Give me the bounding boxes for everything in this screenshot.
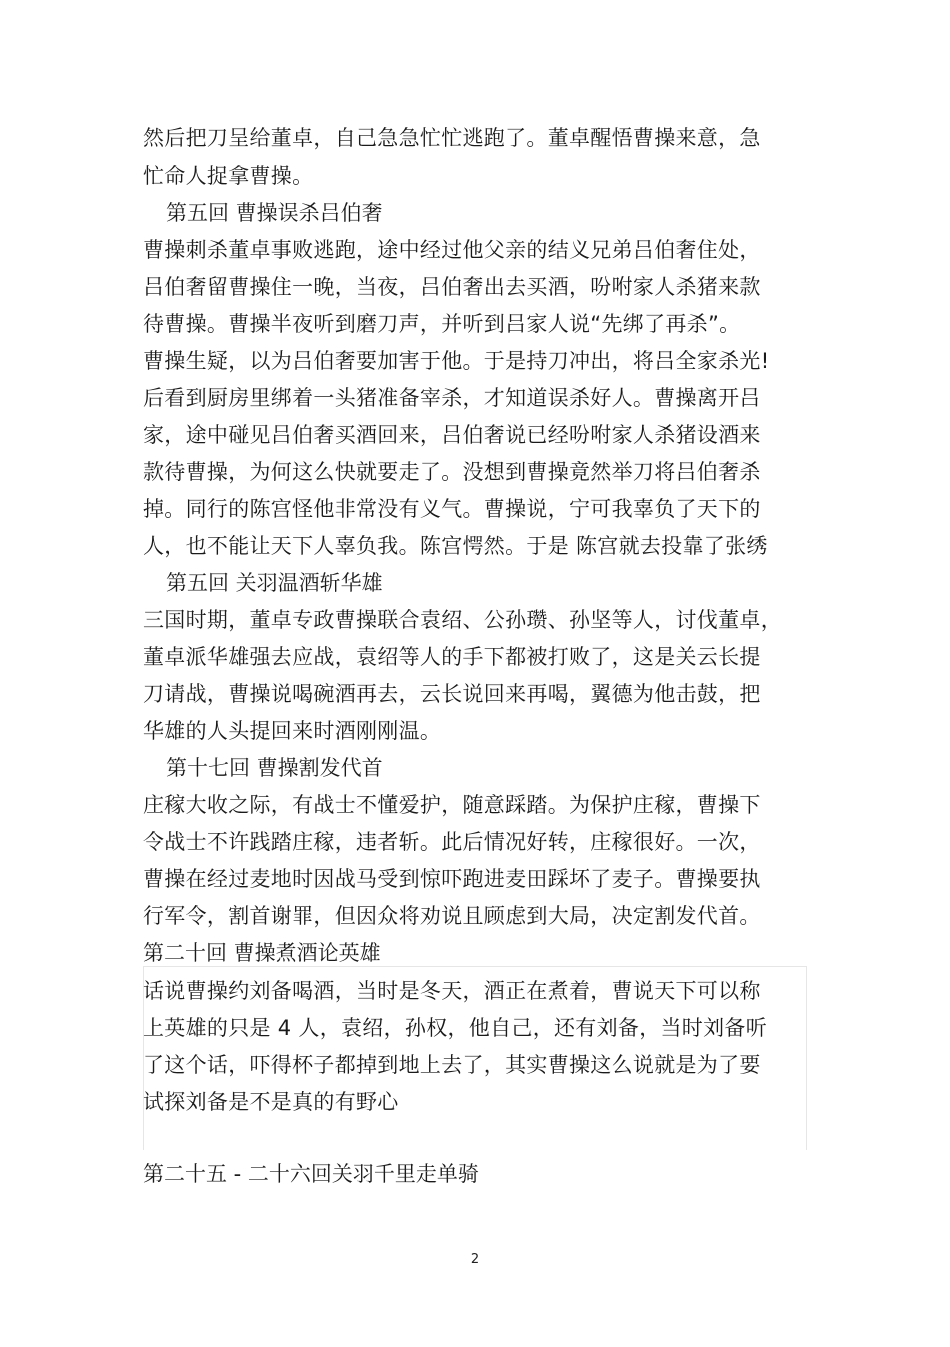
paragraph-line: 曹操生疑，以为吕伯奢要加害于他。于是持刀冲出，将吕全家杀光! (143, 349, 770, 373)
paragraph-line: 董卓派华雄强去应战，袁绍等人的手下都被打败了，这是关云长提 (143, 645, 761, 669)
section-heading: 第二十五 - 二十六回关羽千里走单骑 (143, 1162, 479, 1186)
paragraph-line: 曹操在经过麦地时因战马受到惊吓跑进麦田踩坏了麦子。曹操要执 (143, 867, 761, 891)
paragraph-line: 掉。同行的陈宫怪他非常没有义气。曹操说，宁可我辜负了天下的 (143, 497, 761, 521)
paragraph-line: 刀请战，曹操说喝碗酒再去，云长说回来再喝，翼德为他击鼓，把 (143, 682, 761, 706)
paragraph-line: 后看到厨房里绑着一头猪准备宰杀，才知道误杀好人。曹操离开吕 (143, 386, 761, 410)
paragraph-line: 吕伯奢留曹操住一晚，当夜，吕伯奢出去买酒，吩咐家人杀猪来款 (143, 275, 761, 299)
section-heading: 第二十回 曹操煮酒论英雄 (143, 941, 381, 965)
paragraph-line: 款待曹操，为何这么快就要走了。没想到曹操竟然举刀将吕伯奢杀 (143, 460, 761, 484)
section-heading: 第十七回 曹操割发代首 (166, 756, 383, 780)
paragraph-line: 试探刘备是不是真的有野心 (143, 1090, 399, 1114)
page-number: 2 (470, 1252, 480, 1267)
paragraph-line: 令战士不许践踏庄稼，违者斩。此后情况好转，庄稼很好。一次， (143, 830, 761, 854)
paragraph-line: 三国时期，董卓专政曹操联合袁绍、公孙瓒、孙坚等人，讨伐董卓， (143, 608, 782, 632)
paragraph-line: 了这个话，吓得杯子都掉到地上去了，其实曹操这么说就是为了要 (143, 1053, 761, 1077)
paragraph-line: 上英雄的只是 4 人，袁绍，孙权，他自己，还有刘备，当时刘备听 (143, 1016, 768, 1040)
paragraph-line: 华雄的人头提回来时酒刚刚温。 (143, 719, 442, 743)
section-heading: 第五回 曹操误杀吕伯奢 (166, 201, 383, 225)
paragraph-line: 忙命人捉拿曹操。 (143, 164, 314, 188)
section-heading: 第五回 关羽温酒斩华雄 (166, 571, 383, 595)
paragraph-line: 话说曹操约刘备喝酒，当时是冬天，酒正在煮着，曹说天下可以称 (143, 979, 761, 1003)
paragraph-line: 曹操刺杀董卓事败逃跑，途中经过他父亲的结义兄弟吕伯奢住处， (143, 238, 761, 262)
paragraph-line: 待曹操。曹操半夜听到磨刀声，并听到吕家人说“先绑了再杀”。 (143, 312, 741, 336)
paragraph-line: 行军令，割首谢罪，但因众将劝说且顾虑到大局，决定割发代首。 (143, 904, 761, 928)
paragraph-line: 庄稼大收之际，有战士不懂爱护，随意踩踏。为保护庄稼，曹操下 (143, 793, 761, 817)
paragraph-line: 家，途中碰见吕伯奢买酒回来，吕伯奢说已经吩咐家人杀猪设酒来 (143, 423, 761, 447)
paragraph-line: 然后把刀呈给董卓，自己急急忙忙逃跑了。董卓醒悟曹操来意，急 (143, 126, 761, 150)
paragraph-line: 人，也不能让天下人辜负我。陈宫愕然。于是 陈宫就去投靠了张绣 (143, 534, 768, 558)
